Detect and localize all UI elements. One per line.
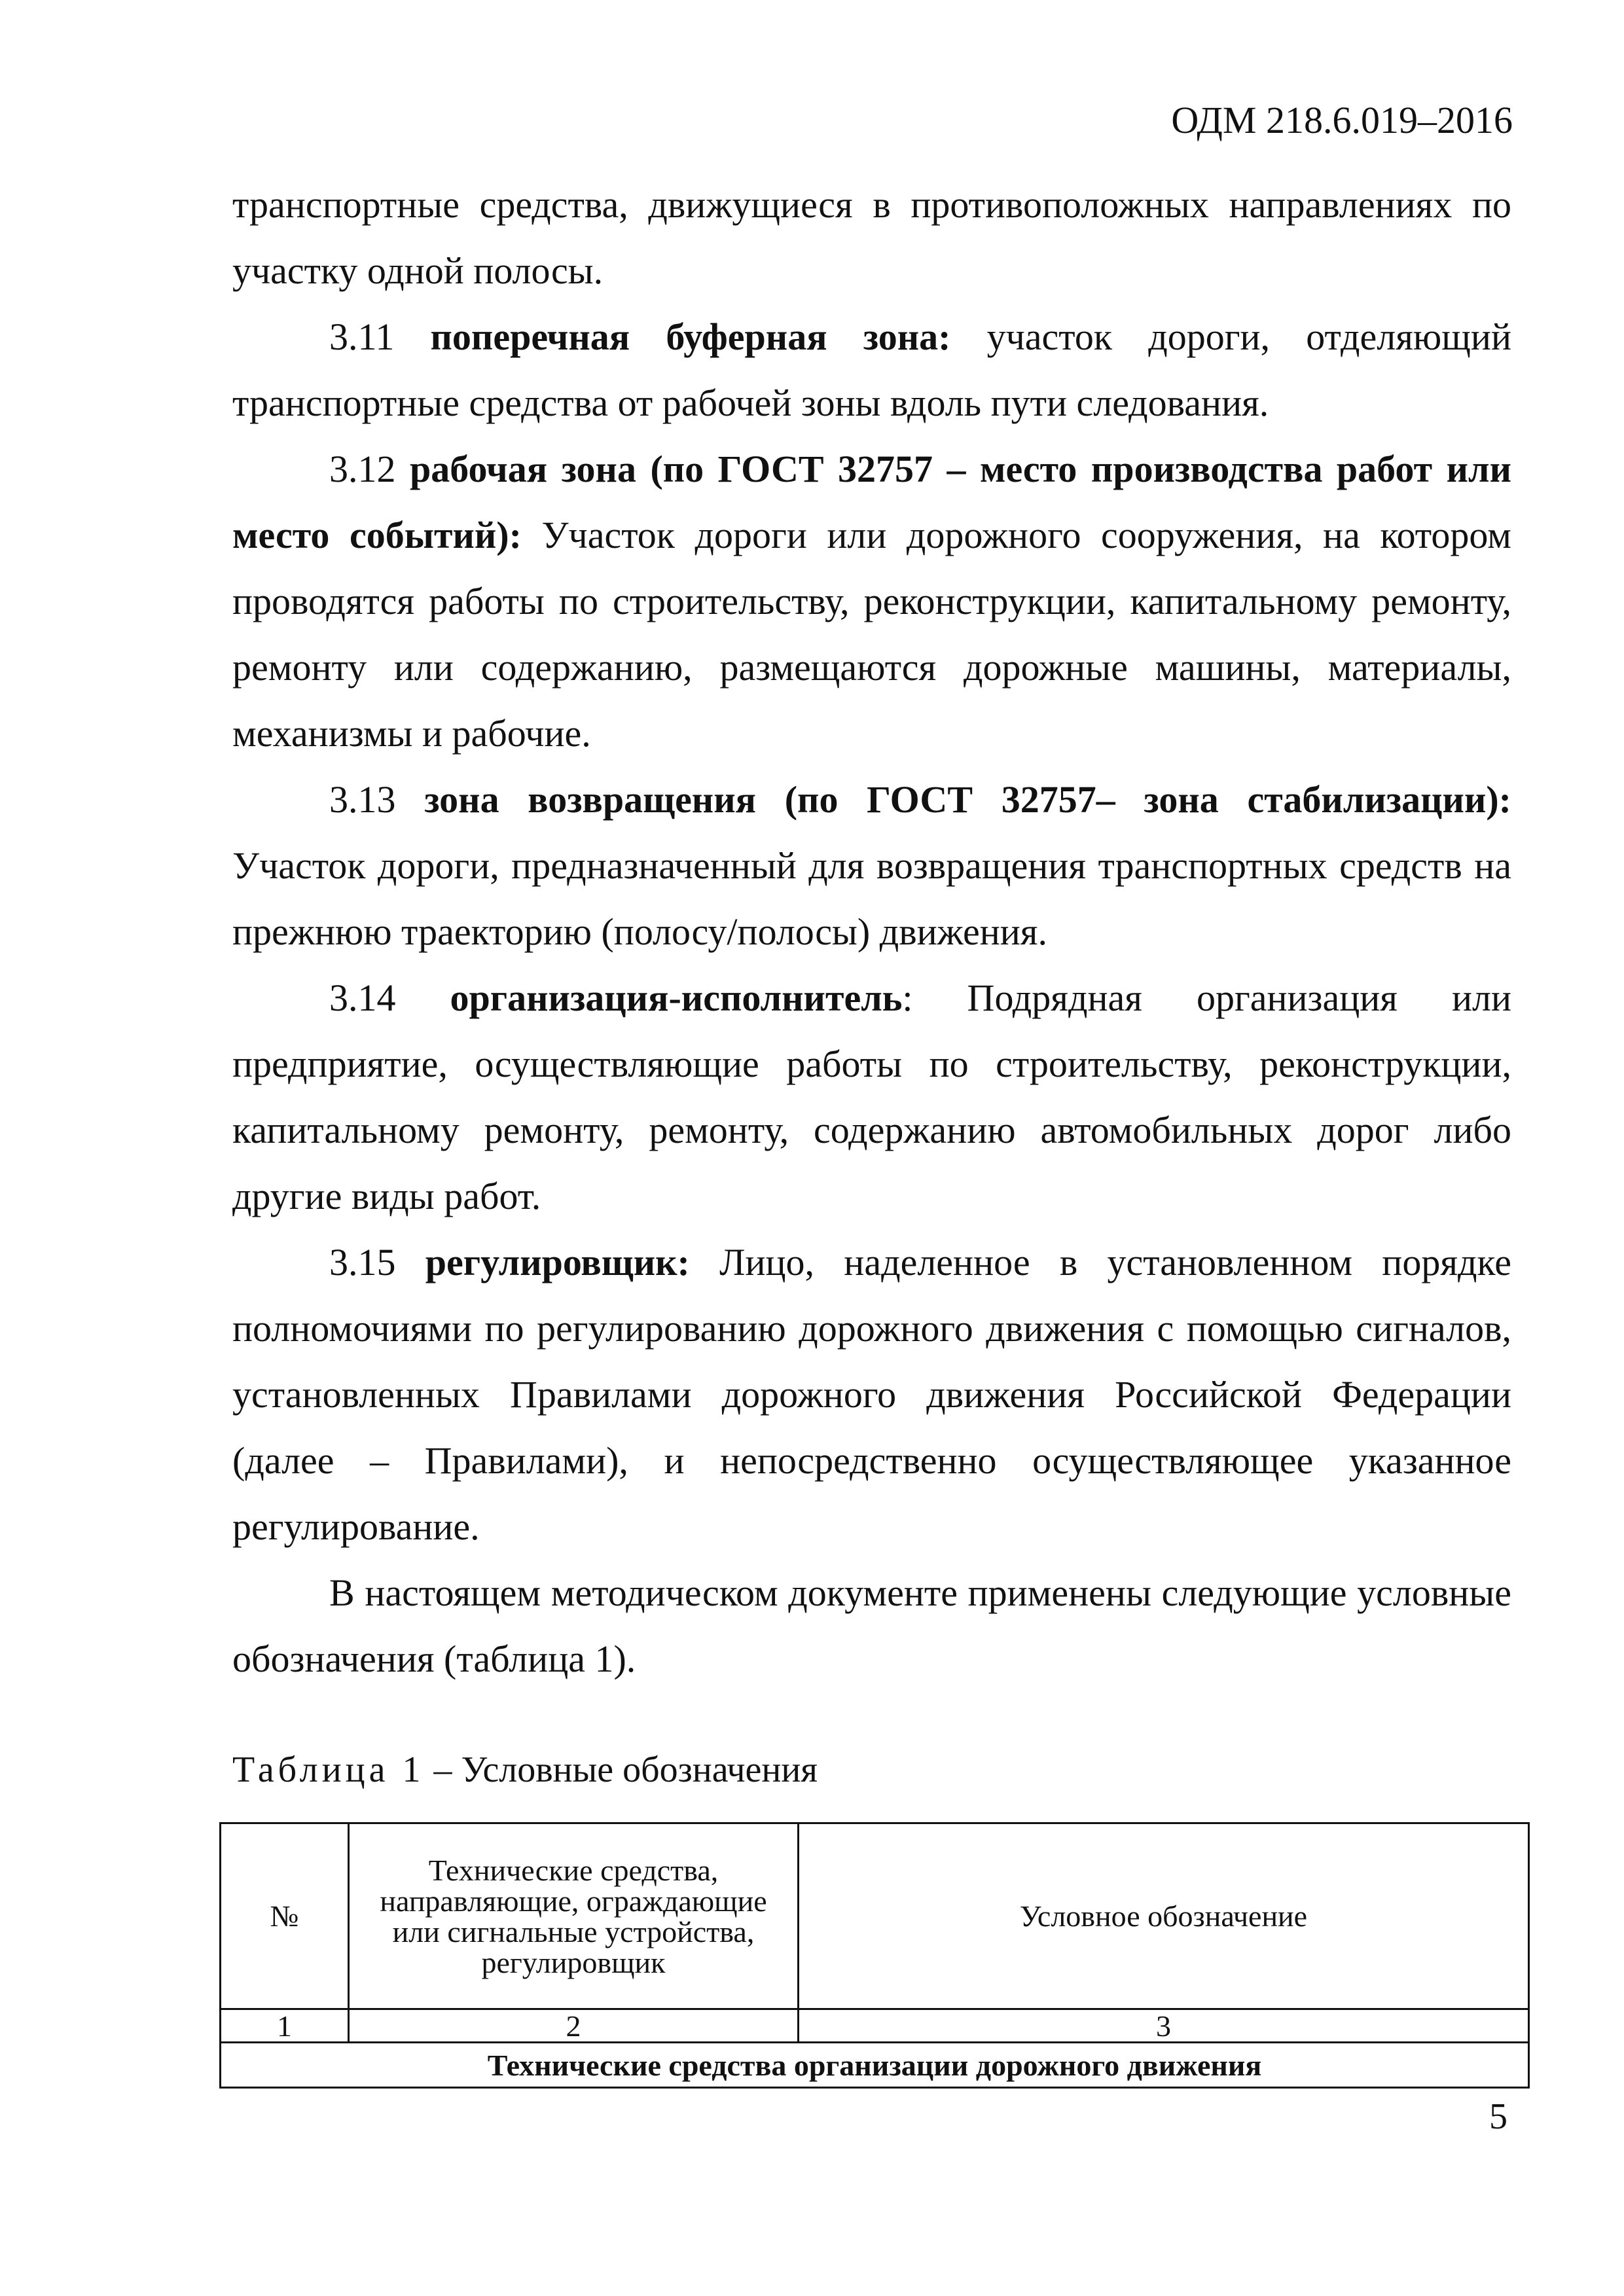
definition-3-13 [232, 766, 1511, 965]
definition-term: регулировщик: [425, 1241, 690, 1283]
definition-number: 3.12 [329, 448, 410, 490]
table-caption-label: Таблица 1 [232, 1749, 425, 1790]
table-caption [232, 1749, 818, 1791]
table-header-row [221, 1823, 1529, 2009]
definition-number: 3.11 [329, 315, 431, 358]
definition-3-12 [232, 436, 1511, 766]
paragraph-continuation: транспортные средства, движущиеся в противоположных направлениях по участку одной полосы. [232, 183, 1511, 292]
header-symbol: Условное обозначение [799, 1823, 1529, 2009]
table-caption-text: – Условные обозначения [424, 1749, 818, 1790]
definition-3-15 [232, 1229, 1511, 1560]
definition-term: зона возвращения (по ГОСТ 32757– зона стабилизации): [424, 778, 1511, 821]
header-number: № [221, 1823, 349, 2009]
column-number: 3 [799, 2009, 1529, 2043]
definition-3-11 [232, 304, 1511, 436]
section-title: Технические средства организации дорожного движения [221, 2043, 1529, 2088]
definition-term: рабочая зона (по ГОСТ 32757 – место производства работ или место событий): [232, 448, 1512, 556]
page-number: 5 [1489, 2096, 1507, 2137]
symbols-table [219, 1822, 1530, 2089]
definition-number: 3.15 [329, 1241, 425, 1283]
definition-text: Участок дороги или дорожного сооружения, на котором проводятся работы по строительству, реконструкции, капитальному ремонту, ремонту или содержанию, размещаются дорожные машины, материалы, механизмы и рабочие. [232, 514, 1511, 755]
definition-term: поперечная буферная зона: [430, 315, 951, 358]
table-intro-paragraph: В настоящем методическом документе применены следующие условные обозначения (таблица 1). [232, 1571, 1511, 1680]
column-number: 2 [349, 2009, 799, 2043]
table-column-numbers-row [221, 2009, 1529, 2043]
definition-text: Лицо, наделенное в установленном порядке полномочиями по регулированию дорожного движения с помощью сигналов, установленных Правилами дорожного движения Российской Федерации (далее – Правилами), и непосредственно осуществляющее указанное регулирование. [232, 1241, 1511, 1548]
definition-3-14 [232, 965, 1511, 1229]
definition-text: : Подрядная организация или предприятие, осуществляющие работы по строительству, реконструкции, капитальному ремонту, ремонту, содержанию автомобильных дорог либо другие виды работ. [232, 977, 1511, 1217]
column-number: 1 [221, 2009, 349, 2043]
definition-term: организация-исполнитель [450, 977, 903, 1019]
definition-number: 3.13 [329, 778, 425, 821]
definition-text: участок дороги, отделяющий транспортные средства от рабочей зоны вдоль пути следования. [232, 315, 1511, 424]
table-section-row [221, 2043, 1529, 2088]
definition-text: Участок дороги, предназначенный для возвращения транспортных средств на прежнюю траекторию (полосу/полосы) движения. [232, 844, 1511, 953]
document-body [232, 171, 1511, 1692]
document-code-header: ОДМ 218.6.019–2016 [1171, 99, 1513, 141]
definition-number: 3.14 [329, 977, 450, 1019]
header-technical-means: Технические средства, направляющие, ограждающие или сигнальные устройства, регулировщик [349, 1823, 799, 2009]
